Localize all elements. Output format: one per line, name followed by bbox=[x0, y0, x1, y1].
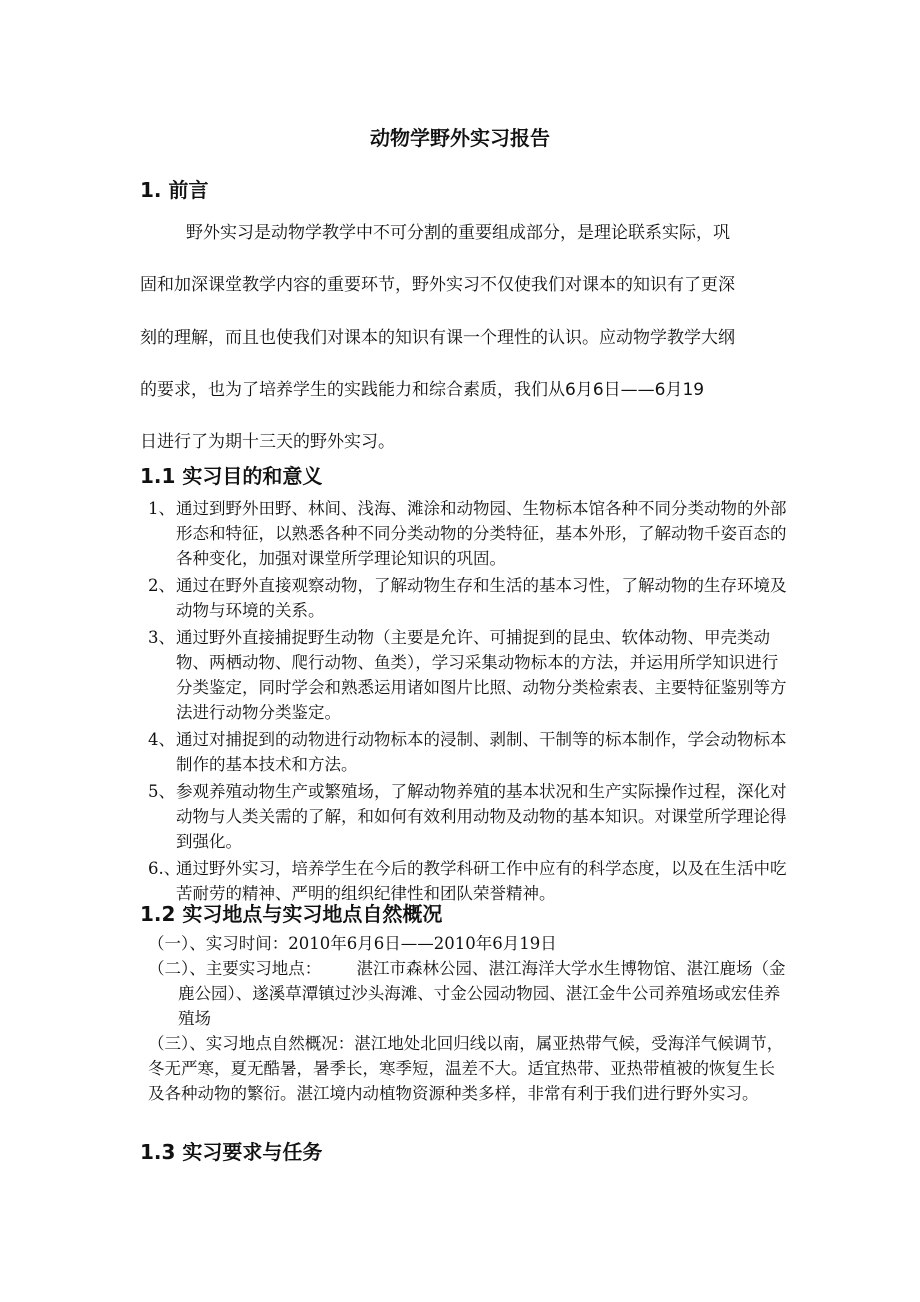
intro-line: 固和加深课堂教学内容的重要环节，野外实习不仅使我们对课本的知识有了更深 bbox=[140, 275, 735, 295]
list-item bbox=[140, 496, 790, 571]
list-item bbox=[140, 625, 790, 725]
item-number: 5、 bbox=[148, 782, 175, 801]
intro-line: 野外实习是动物学教学中不可分割的重要组成部分，是理论联系实际，巩 bbox=[186, 223, 730, 243]
list-item bbox=[140, 779, 790, 854]
list-item bbox=[140, 727, 790, 777]
location-section bbox=[140, 931, 790, 1106]
places-label: （二）、主要实习地点： bbox=[148, 959, 322, 978]
item-number: 3、 bbox=[148, 628, 175, 647]
list-item bbox=[140, 573, 790, 623]
item-number: 1、 bbox=[148, 499, 175, 518]
heading-preface: 1. 前言 bbox=[140, 178, 209, 202]
heading-location: 1.2 实习地点与实习地点自然概况 bbox=[140, 902, 443, 926]
intro-line: 的要求，也为了培养学生的实践能力和综合素质，我们从6月6日——6月19 bbox=[140, 380, 705, 400]
places-value: 湛江市森林公园、湛江海洋大学水生博物馆、湛江鹿场（金鹿公园）、遂溪草潭镇过沙头海滩、寸金公园动物园、湛江金牛公司养殖场或宏佳养殖场 bbox=[178, 959, 786, 1028]
intro-line: 日进行了为期十三天的野外实习。 bbox=[140, 432, 395, 452]
item-text: 通过在野外直接观察动物，了解动物生存和生活的基本习性，了解动物的生存环境及动物与环境的关系。 bbox=[176, 576, 787, 620]
heading-goals: 1.1 实习目的和意义 bbox=[140, 464, 323, 488]
practice-time: （一）、实习时间：2010年6月6日——2010年6月19日 bbox=[148, 934, 557, 953]
practice-places bbox=[140, 956, 790, 1031]
item-number: 2、 bbox=[148, 576, 175, 595]
item-text: 参观养殖动物生产或繁殖场，了解动物养殖的基本状况和生产实际操作过程，深化对动物与人类关需的了解，和如何有效利用动物及动物的基本知识。对课堂所学理论得到强化。 bbox=[176, 782, 787, 851]
item-number: 6.、 bbox=[148, 859, 181, 878]
item-number: 4、 bbox=[148, 730, 175, 749]
item-text: 通过野外实习，培养学生在今后的教学科研工作中应有的科学态度，以及在生活中吃苦耐劳的精神、严明的组织纪律性和团队荣誉精神。 bbox=[176, 859, 787, 903]
document-title: 动物学野外实习报告 bbox=[370, 126, 550, 150]
item-text: 通过野外直接捕捉野生动物（主要是允许、可捕捉到的昆虫、软体动物、甲壳类动物、两栖动物、爬行动物、鱼类），学习采集动物标本的方法，并运用所学知识进行分类鉴定，同时学会和熟悉运用诸如图片比照、动物分类检索表、主要特征鉴别等方法进行动物分类鉴定。 bbox=[176, 628, 787, 722]
item-text: 通过对捕捉到的动物进行动物标本的浸制、剥制、干制等的标本制作，学会动物标本制作的基本技术和方法。 bbox=[176, 730, 787, 774]
heading-requirements: 1.3 实习要求与任务 bbox=[140, 1140, 323, 1164]
goals-list bbox=[140, 496, 790, 908]
intro-line: 刻的理解，而且也使我们对课本的知识有课一个理性的认识。应动物学教学大纲 bbox=[140, 328, 735, 348]
natural-conditions: （三）、实习地点自然概况：湛江地处北回归线以南，属亚热带气候，受海洋气候调节，冬无严寒，夏无酷暑，暑季长，寒季短，温差不大。适宜热带、亚热带植被的恢复生长及各种动物的繁衍。湛江境内动植物资源种类多样，非常有利于我们进行野外实习。 bbox=[148, 1034, 784, 1103]
item-text: 通过到野外田野、林间、浅海、滩涂和动物园、生物标本馆各种不同分类动物的外部形态和特征，以熟悉各种不同分类动物的分类特征，基本外形，了解动物千姿百态的各种变化，加强对课堂所学理论知识的巩固。 bbox=[176, 499, 787, 568]
